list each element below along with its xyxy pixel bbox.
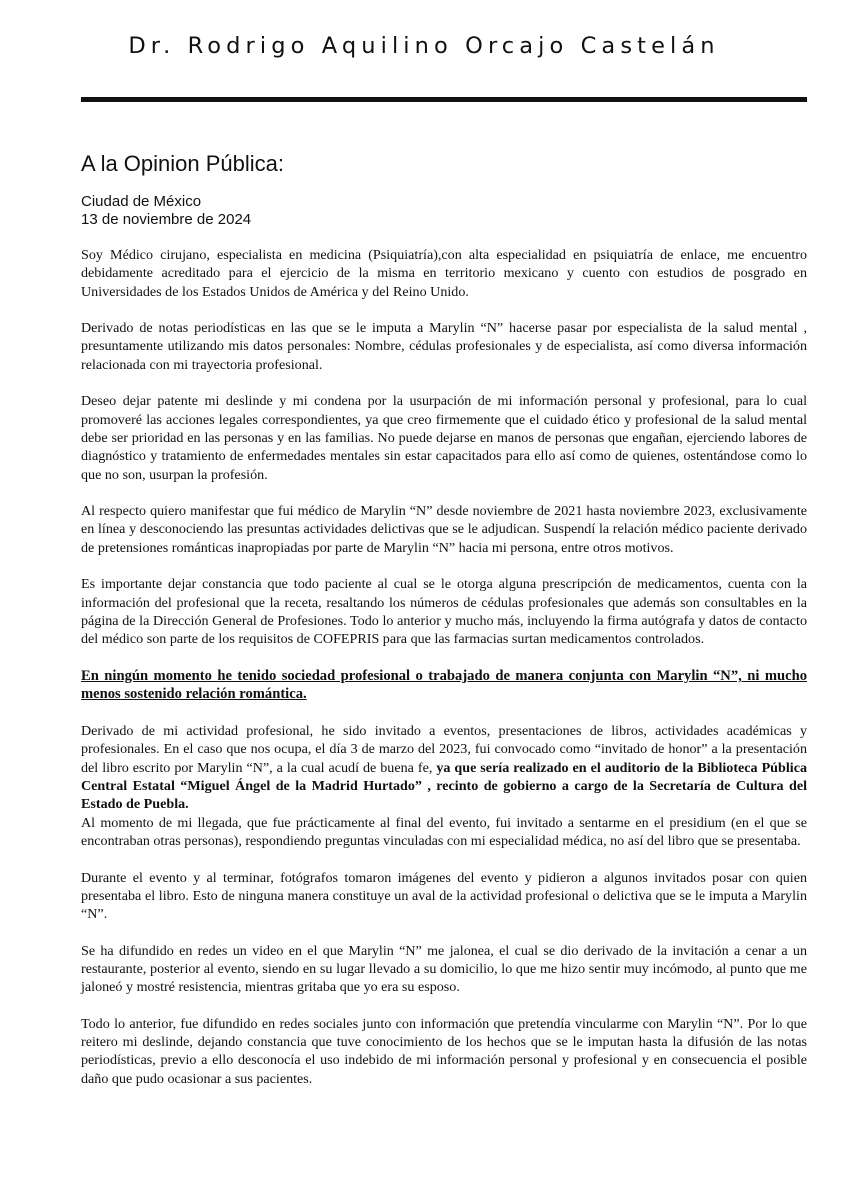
- letter-body: [81, 246, 807, 1106]
- paragraph-video: Se ha difundido en redes un video en el que Marylin “N” me jalonea, el cual se dio derivado de la invitación a cenar a un restaurante, posterior al evento, siendo en su lugar llevado a su domicilio, lo que me hizo sentir muy incómodo, al punto que me jaloneó y mostré resistencia, mientras gritaba que yo era su esposo.: [81, 942, 807, 996]
- paragraph-book-event: [81, 722, 807, 813]
- paragraph-photographs: Durante el evento y al terminar, fotógrafos tomaron imágenes del evento y pidieron a algunos invitados posar con quien presentaba el libro. Esto de ninguna manera constituye un aval de la actividad profesional o delictiva que se le imputa a Marylin “N”.: [81, 869, 807, 923]
- paragraph-conclusion: Todo lo anterior, fue difundido en redes sociales junto con información que pretendía vincularme con Marylin “N”. Por lo que reitero mi deslinde, dejando constancia que tuve conocimiento de los hechos que se le imputan hasta la difusión de las notas periodísticas, previo a ello desconocía el uso indebido de mi información personal y profesional y en consecuencia el posible daño que pudo ocasionar a sus pacientes.: [81, 1015, 807, 1087]
- letterhead-rule: [81, 97, 807, 102]
- book-event-text: Derivado de mi actividad profesional, he sido invitado a eventos, presentaciones de libros, actividades académicas y profesionales. En el caso que nos ocupa, el día 3 de marzo del 2023, fui convocado como “invitado de honor” a la presentación del libro escrito por Marylin “N”, a la cual acudí de buena fe,: [81, 723, 807, 776]
- letter-date: 13 de noviembre de 2024: [81, 211, 252, 228]
- letter-place: Ciudad de México: [81, 193, 202, 210]
- paragraph-arrival: Al momento de mi llegada, que fue prácticamente al final del evento, fui invitado a sentarme en el presidium (en el que se encontraban otras personas), respondiendo preguntas vinculadas con mi especialidad médica, no así del libro que se presentaba.: [81, 814, 807, 849]
- paragraph-prescriptions: Es importante dejar constancia que todo paciente al cual se le otorga alguna prescripción de medicamentos, cuenta con la información del profesional que la receta, resaltando los números de cédulas profesionales que además son consultables en la página de la Dirección General de Profesiones. Todo lo anterior y mucho más, incluyendo la firma autógrafa y datos de contacto del médico son parte de los requisitos de COFEPRIS para que las farmacias surtan medicamentos controlados.: [81, 576, 807, 648]
- paragraph-credentials: Soy Médico cirujano, especialista en medicina (Psiquiatría),con alta especialidad en psiquiatría de enlace, me encuentro debidamente acreditado para el ejercicio de la misma en territorio mexicano y cuento con estudios de posgrado en Universidades de los Estados Unidos de América y del Reino Unido.: [81, 247, 807, 300]
- key-statement: En ningún momento he tenido sociedad profesional o trabajado de manera conjunta con Marylin “N”, ni mucho menos sostenido relación romántica.: [81, 667, 807, 703]
- book-event-venue: ya que sería realizado en el auditorio de la Biblioteca Pública Central Estatal “Miguel Ángel de la Madrid Hurtado” , recinto de gobierno a cargo de la Secretaría de Cultura del Estado de Puebla.: [81, 759, 807, 813]
- letterhead-name: Dr. Rodrigo Aquilino Orcajo Castelán: [128, 33, 720, 59]
- paragraph-press-notes: Derivado de notas periodísticas en las que se le imputa a Marylin “N” hacerse pasar por especialista de la salud mental , presuntamente utilizando mis datos personales: Nombre, cédulas profesionales y de especialista, así como diversa información relacionada con mi trayectoria profesional.: [81, 320, 807, 373]
- paragraph-disavowal: Deseo dejar patente mi deslinde y mi condena por la usurpación de mi información personal y profesional, para lo cual promoveré las acciones legales correspondientes, ya que creo firmemente que el cuidado ético y profesional de la salud mental debe ser prioridad en las personas y en las familias. No puede dejarse en manos de personas que engañan, ejerciendo labores de diagnóstico y tratamiento de enfermedades mentales sin estar capacitados para ello así como de quienes, ostentándose como lo que no son, usurpan la profesión.: [81, 393, 807, 483]
- letter-heading: A la Opinion Pública:: [81, 151, 285, 176]
- paragraph-patient-relationship: Al respecto quiero manifestar que fui médico de Marylin “N” desde noviembre de 2021 hasta noviembre 2023, exclusivamente en línea y desconociendo las presuntas actividades delictivas que se le adjudican. Suspendí la relación médico paciente derivado de pretensiones románticas inapropiadas por parte de Marylin “N” hacia mi persona, entre otros motivos.: [81, 503, 807, 556]
